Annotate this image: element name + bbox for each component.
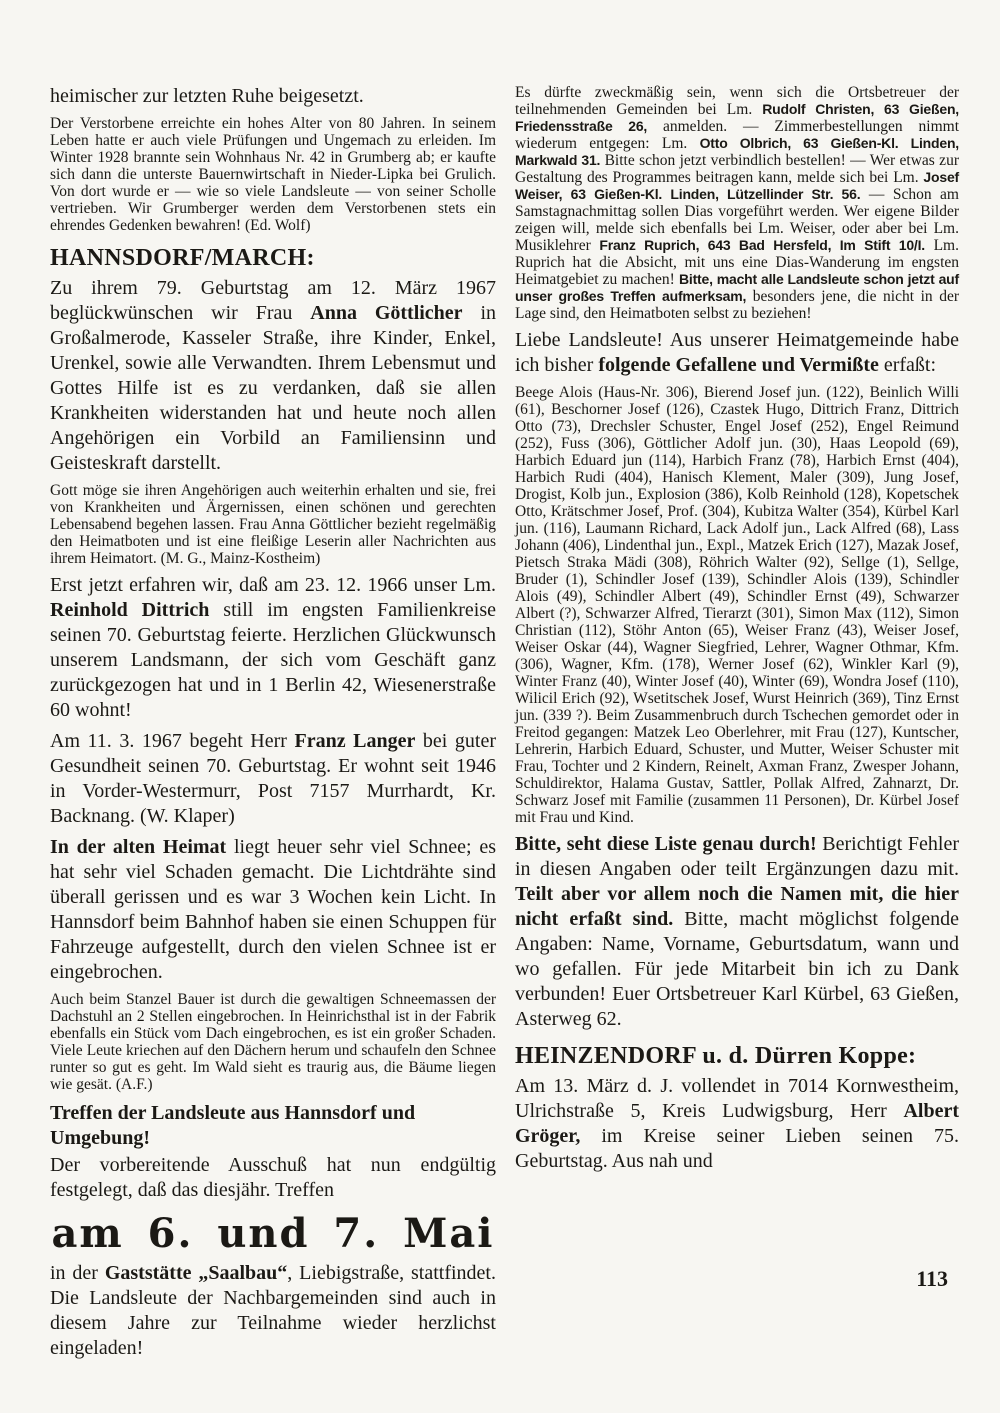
section-heading-heinzendorf: HEINZENDORF u. d. Dürren Koppe: bbox=[515, 1043, 917, 1069]
paragraph-treffen-intro: Der vorbereitende Ausschuß hat nun endgültig festgelegt, daß das diesjähr. Treffen bbox=[50, 1154, 496, 1201]
paragraph-treffen-ort: in der Gaststätte „Saalbau“, Liebigstraße, stattfindet. Die Landsleute der Nachbargemeinden sind auch in diesem Jahre zur Teilnahme wieder herzlichst eingeladen! bbox=[50, 1262, 496, 1359]
paragraph-obituary-detail: Der Verstorbene erreichte ein hohes Alter von 80 Jahren. In seinem Leben hatte er auch viele Prüfungen und Ungemach zu erleiden. Im Winter 1928 brannte sein Wohnhaus Nr. 42 in Grumberg ab; er kaufte sich dann die unterste Bauernwirtschaft in Nieder-Lipka bei Grulich. Von dort wurde er — wie so viele Landsleute — von seiner Scholle vertrieben. Wir Grumberger werden dem Verstorbenen stets ein ehrendes Gedenken bewahren! (Ed. Wolf) bbox=[50, 115, 496, 234]
paragraph-gefallene-liste: Beege Alois (Haus-Nr. 306), Bierend Josef jun. (122), Beinlich Willi (61), Beschorner Josef (126), Czastek Hugo, Dittrich Franz, Dittrich Otto (73), Drechsler Schuster, Engel Josef (252), Engel Reimund (252), Fuss (306), Göttlicher Adolf jun. (30), Haas Leopold (69), Harbich Eduard jun (114), Harbich Franz (78), Harbich Ernst (404), Harbich Rudi (404), Hanisch Klement, Maler (309), Jung Josef, Drogist, Kolb jun., Explosion (386), Kolb Reinhold (128), Kopetschek Otto, Krätschmer Josef, Prof. (304), Kubitza Walter (354), Kürbel Karl jun. (116), Laumann Richard, Lack Adolf jun., Lack Alfred (68), Lass Johann (406), Lindenthal jun., Expl., Matzek Erich (127), Mazak Josef, Pietsch Straka Mädi (308), Röhrich Walter (92), Sellge (1), Sellge, Bruder (1), Schindler Josef (139), Schindler Alois (139), Schindler Alois (49), Schindler Albert (49), Schindler Ernst (49), Schwarzer Albert (?), Schwarzer Alfred, Tierarzt (301), Simon Max (112), Simon Christian (112), Stöhr Anton (65), Weiser Franz (43), Weiser Josef, Weiser Oskar (44), Wagner Siegfried, Lehrer, Wagner Othmar, Kfm. (306), Wagner, Kfm. (178), Werner Josef (62), Winkler Karl (9), Winter Franz (40), Winter Josef (40), Winter (69), Wondra Josef (110), Wilicil Erich (92), Wsetitschek Josef, Wurst Heinrich (369), Tinz Ernst jun. (339 ?). Beim Zusammenbruch durch Tschechen gemordet oder in Freitod gegangen: Matzek Leo Oberlehrer, mit Frau (127), Kuntscher, Lehrerin, Harbich Eduard, Schuster, und Mutter, Weiser Schuster mit Frau, Tochter und 2 Kindern, Reinelt, Axman Franz, Zwesper Johann, Schuldirektor, Halama Gustav, Sattler, Pollak Alfred, Zahnarzt, Dr. Schwarz Josef mit Familie (zusammen 11 Personen), Dr. Kürbel Josef mit Frau und Kind. bbox=[515, 384, 959, 826]
left-column bbox=[50, 84, 496, 1367]
paragraph-liste-aufruf: Bitte, seht diese Liste genau durch! Berichtigt Fehler in diesen Angaben oder teilt Ergänzungen dazu mit. Teilt aber vor allem noch die Namen mit, die hier nicht erfaßt sind. Bitte, macht möglichst folgende Angaben: Name, Vorname, Geburtsdatum, wann und wo gefallen. Für jede Mitarbeit bin ich zu Dank verbunden! Euer Ortsbetreuer Karl Kürbel, 63 Gießen, Asterweg 62. bbox=[515, 833, 960, 1030]
right-column bbox=[515, 84, 959, 1180]
section-heading-hannsdorf-march: HANNSDORF/MARCH: bbox=[50, 245, 315, 271]
subheading-treffen: Treffen der Landsleute aus Hannsdorf und Umgebung! bbox=[50, 1102, 416, 1149]
paragraph-birthday-groeger: Am 13. März d. J. vollendet in 7014 Kornwestheim, Ulrichstraße 5, Kreis Ludwigsburg, Herr Albert Gröger, im Kreise seiner Lieben seinen 75. Geburtstag. Aus nah und bbox=[515, 1075, 959, 1172]
display-date-line: am 6. und 7. Mai bbox=[51, 1210, 495, 1257]
paragraph-continuation: heimischer zur letzten Ruhe beigesetzt. bbox=[50, 85, 364, 107]
paragraph-birthday-langer: Am 11. 3. 1967 begeht Herr Franz Langer bei guter Gesundheit seinen 70. Geburtstag. Er wohnt seit 1946 in Vorder-Westermurr, Post 7157 Murrhardt, Kr. Backnang. (W. Klaper) bbox=[50, 730, 496, 827]
paragraph-alte-heimat-schnee: In der alten Heimat liegt heuer sehr viel Schnee; es hat sehr viel Schaden gemacht. Die Lichtdrähte sind überall gerissen und es war 3 Wochen kein Licht. In Hannsdorf beim Bahnhof haben sie einen Schuppen für Fahrzeuge aufgestellt, durch den vielen Schnee ist er eingebrochen. bbox=[50, 836, 496, 983]
paragraph-birthday-goettlicher: Zu ihrem 79. Geburtstag am 12. März 1967 beglückwünschen wir Frau Anna Göttlicher in Großalmerode, Kasseler Straße, ihre Kinder, Enkel, Urenkel, sowie alle Verwandten. Ihrem Lebensmut und Gottes Hilfe ist es zu verdanken, daß sie allen Krankheiten widerstanden hat und heute noch allen Angehörigen ein Vorbild an Familiensinn und Geisteskraft darstellt. bbox=[50, 277, 496, 474]
paragraph-birthday-dittrich: Erst jetzt erfahren wir, daß am 23. 12. 1966 unser Lm. Reinhold Dittrich still im engsten Familienkreise seinen 70. Geburtstag feierte. Herzlichen Glückwunsch unserem Landsmann, der sich vom Geschäft ganz zurückgezogen hat und in 1 Berlin 42, Wiesenerstraße 60 wohnt! bbox=[50, 574, 496, 721]
paragraph-schneeschaden-detail: Auch beim Stanzel Bauer ist durch die gewaltigen Schneemassen der Dachstuhl an 2 Stellen eingebrochen. In Heinrichsthal ist in der Fabrik ebenfalls ein Stück vom Dach eingebrochen, es ist ein großer Schaden. Viele Leute kriechen auf den Dächern herum und schaufeln den Schnee runter so gut es geht. Im Wald sieht es traurig aus, die Bäume liegen wie gesät. (A.F.) bbox=[50, 991, 496, 1093]
paragraph-organisation-treffen: Es dürfte zweckmäßig sein, wenn sich die Ortsbetreuer der teilnehmenden Gemeinden bei Lm. Rudolf Christen, 63 Gießen, Friedensstraße 26, anmelden. — Zimmerbestellungen nimmt wiederum entgegen: Lm. Otto Olbrich, 63 Gießen-Kl. Linden, Markwald 31. Bitte schon jetzt verbindlich bestellen! — Wer etwas zur Gestaltung des Programmes beitragen kann, melde sich bei Lm. Josef Weiser, 63 Gießen-Kl. Linden, Lützellinder Str. 56. — Schon am Samstagnachmittag sollen Dias vorgeführt werden. Wer eigene Bilder zeigen will, melde sich ebenfalls bei Lm. Weiser, oder aber bei Lm. Musiklehrer Franz Ruprich, 643 Bad Hersfeld, Im Stift 10/I. Lm. Ruprich hat die Absicht, mit uns eine Dias-Wanderung im engsten Heimatgebiet zu machen! Bitte, macht alle Landsleute schon jetzt auf unser großes Treffen aufmerksam, besonders jene, die nicht in der Lage sind, den Heimatboten selbst zu beziehen! bbox=[515, 84, 960, 322]
page-number: 113 bbox=[916, 1266, 948, 1291]
paragraph-liebe-landsleute: Liebe Landsleute! Aus unserer Heimatgemeinde habe ich bisher folgende Gefallene und Vermißte erfaßt: bbox=[515, 329, 959, 376]
paragraph-goettlicher-detail: Gott möge sie ihren Angehörigen auch weiterhin erhalten und sie, frei von Krankheiten und Ärgernissen, einen schönen und gerechten Lebensabend begehen lassen. Frau Anna Göttlicher bezieht regelmäßig den Heimatboten und ist eine fleißige Leserin aller Nachrichten aus ihrem Heimatort. (M. G., Mainz-Kostheim) bbox=[50, 482, 496, 567]
